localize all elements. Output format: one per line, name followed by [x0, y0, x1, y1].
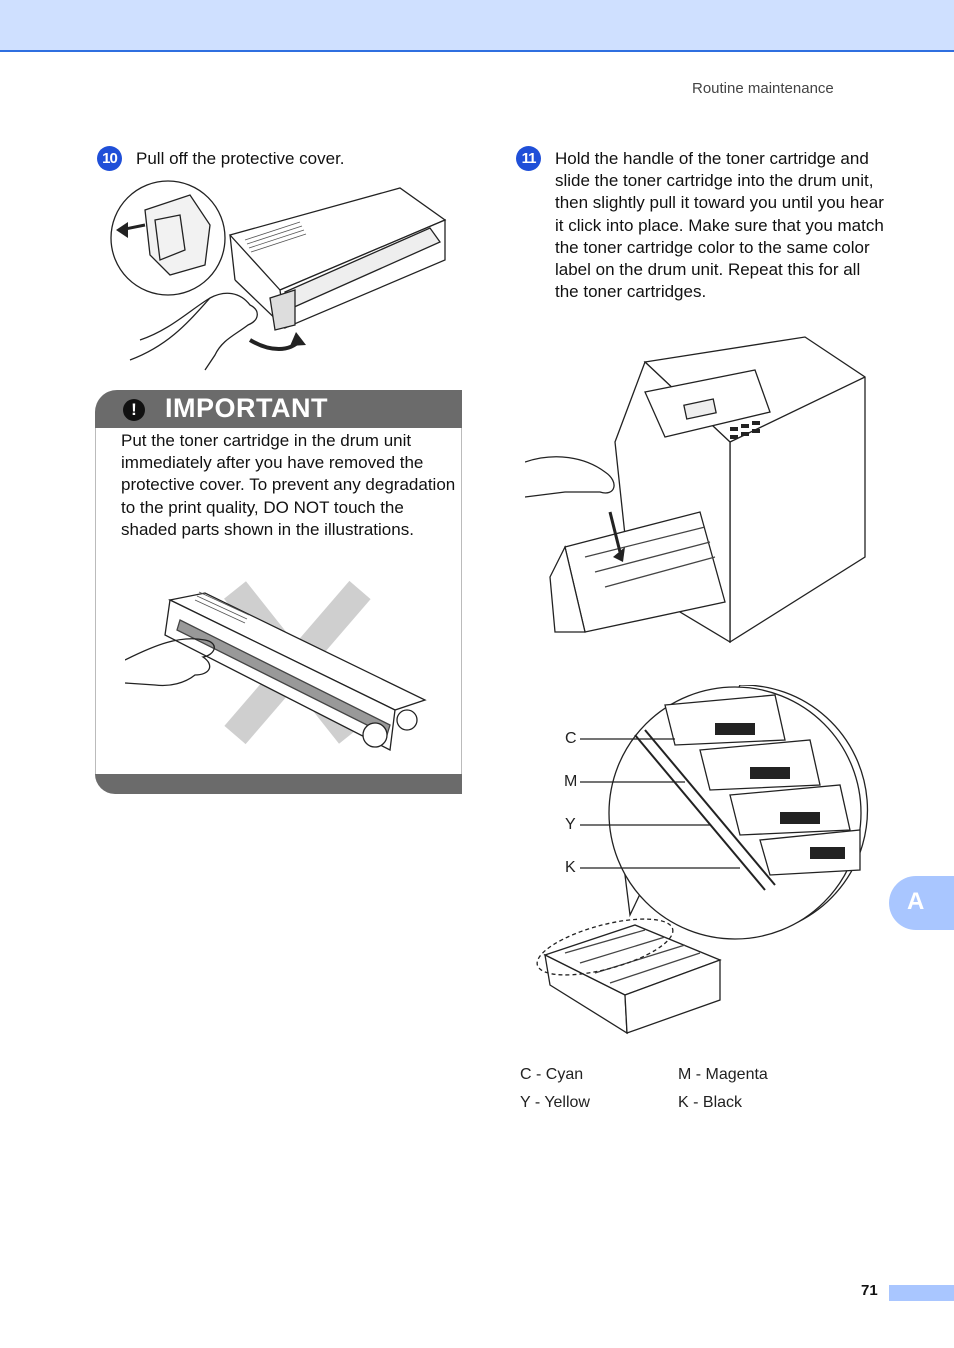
callout-y: Y — [565, 816, 576, 833]
legend-black: K - Black — [678, 1094, 743, 1111]
important-header — [95, 390, 462, 428]
important-title: IMPORTANT — [165, 393, 328, 423]
drum-closeup-illustration — [525, 685, 870, 1035]
running-head: Routine maintenance — [692, 80, 834, 97]
top-header-bar — [0, 0, 954, 52]
step-10-text: Pull off the protective cover. — [136, 149, 345, 168]
appendix-side-tab — [889, 876, 954, 930]
callout-k: K — [565, 859, 576, 876]
page-number-bar — [889, 1285, 954, 1301]
pull-protective-cover-illustration — [110, 180, 450, 375]
step-11-number: 11 — [516, 146, 541, 171]
page-number: 71 — [861, 1282, 878, 1299]
exclamation-icon: ! — [123, 399, 145, 421]
shaded-parts-illustration — [125, 575, 435, 765]
important-text: Put the toner cartridge in the drum unit immediately after you have removed the protective cover. To prevent any degradation to the print quality, DO NOT touch the shaded parts shown in the illustrations. — [121, 431, 456, 539]
callout-c: C — [565, 730, 577, 747]
printer-drum-illustration — [525, 332, 870, 672]
legend-magenta: M - Magenta — [678, 1066, 768, 1083]
legend-yellow: Y - Yellow — [520, 1094, 590, 1111]
step-10-number: 10 — [97, 146, 122, 171]
legend-cyan: C - Cyan — [520, 1066, 584, 1083]
important-footer — [95, 774, 462, 794]
callout-m: M — [564, 773, 578, 790]
step-11-text: Hold the handle of the toner cartridge and slide the toner cartridge into the drum unit, then slightly pull it toward you until you hear it click into place. Make sure that you match the toner cartridge color to the same color label on the drum unit. Repeat this for all the toner cartridges. — [555, 149, 884, 302]
side-tab-label: A — [907, 888, 925, 915]
